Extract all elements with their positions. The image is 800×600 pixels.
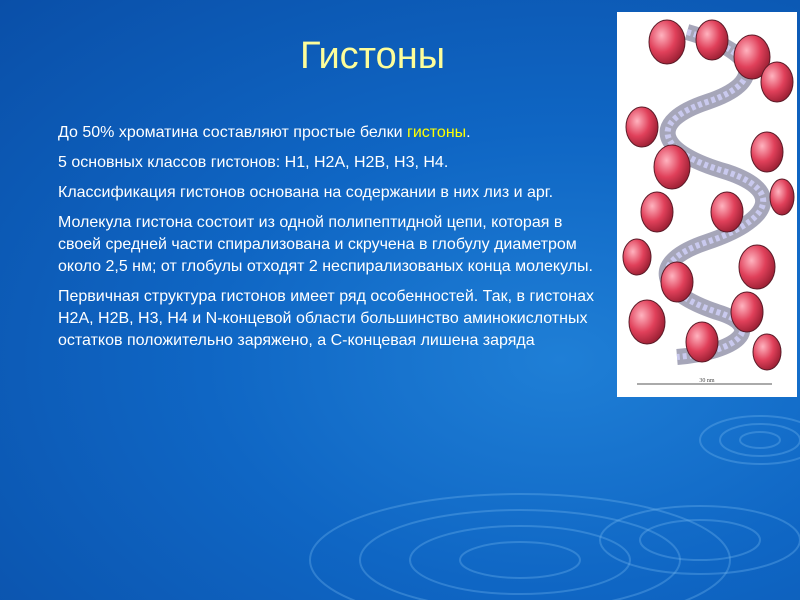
highlight-term: гистоны — [407, 124, 467, 141]
bullet-item — [30, 182, 600, 204]
bullet-item — [30, 212, 600, 278]
bullet-item — [30, 286, 600, 352]
bullet-list — [30, 122, 600, 360]
bullet-text: До 50% хроматина составляют простые белки — [58, 124, 407, 141]
bullet-item — [30, 152, 600, 174]
bullet-text: 5 основных классов гистонов: H1, H2A, H2B, H3, H4. — [58, 154, 449, 171]
slide-title: Гистоны — [300, 35, 446, 77]
scale-bar-label: 30 nm — [699, 378, 715, 384]
bullet-text: Классификация гистонов основана на содержании в них лиз и арг. — [58, 184, 554, 201]
chromatin-fiber-illustration — [617, 12, 797, 397]
chromatin-fiber-image — [617, 12, 797, 397]
bullet-text: Молекула гистона состоит из одной полипептидной цепи, которая в своей средней части спирализована и скручена в глобулу диаметром около 2,5 нм; от глобулы отходят 2 неспирализованых конца молекулы. — [58, 214, 593, 275]
bullet-item — [30, 122, 600, 144]
bullet-text-end: . — [466, 124, 471, 141]
bullet-text: Первичная структура гистонов имеет ряд особенностей. Так, в гистонах H2A, H2B, H3, H4 и N-концевой области большинство аминокислотных остатков положительно заряжено, а С-концевая лишена заряда — [58, 288, 594, 349]
